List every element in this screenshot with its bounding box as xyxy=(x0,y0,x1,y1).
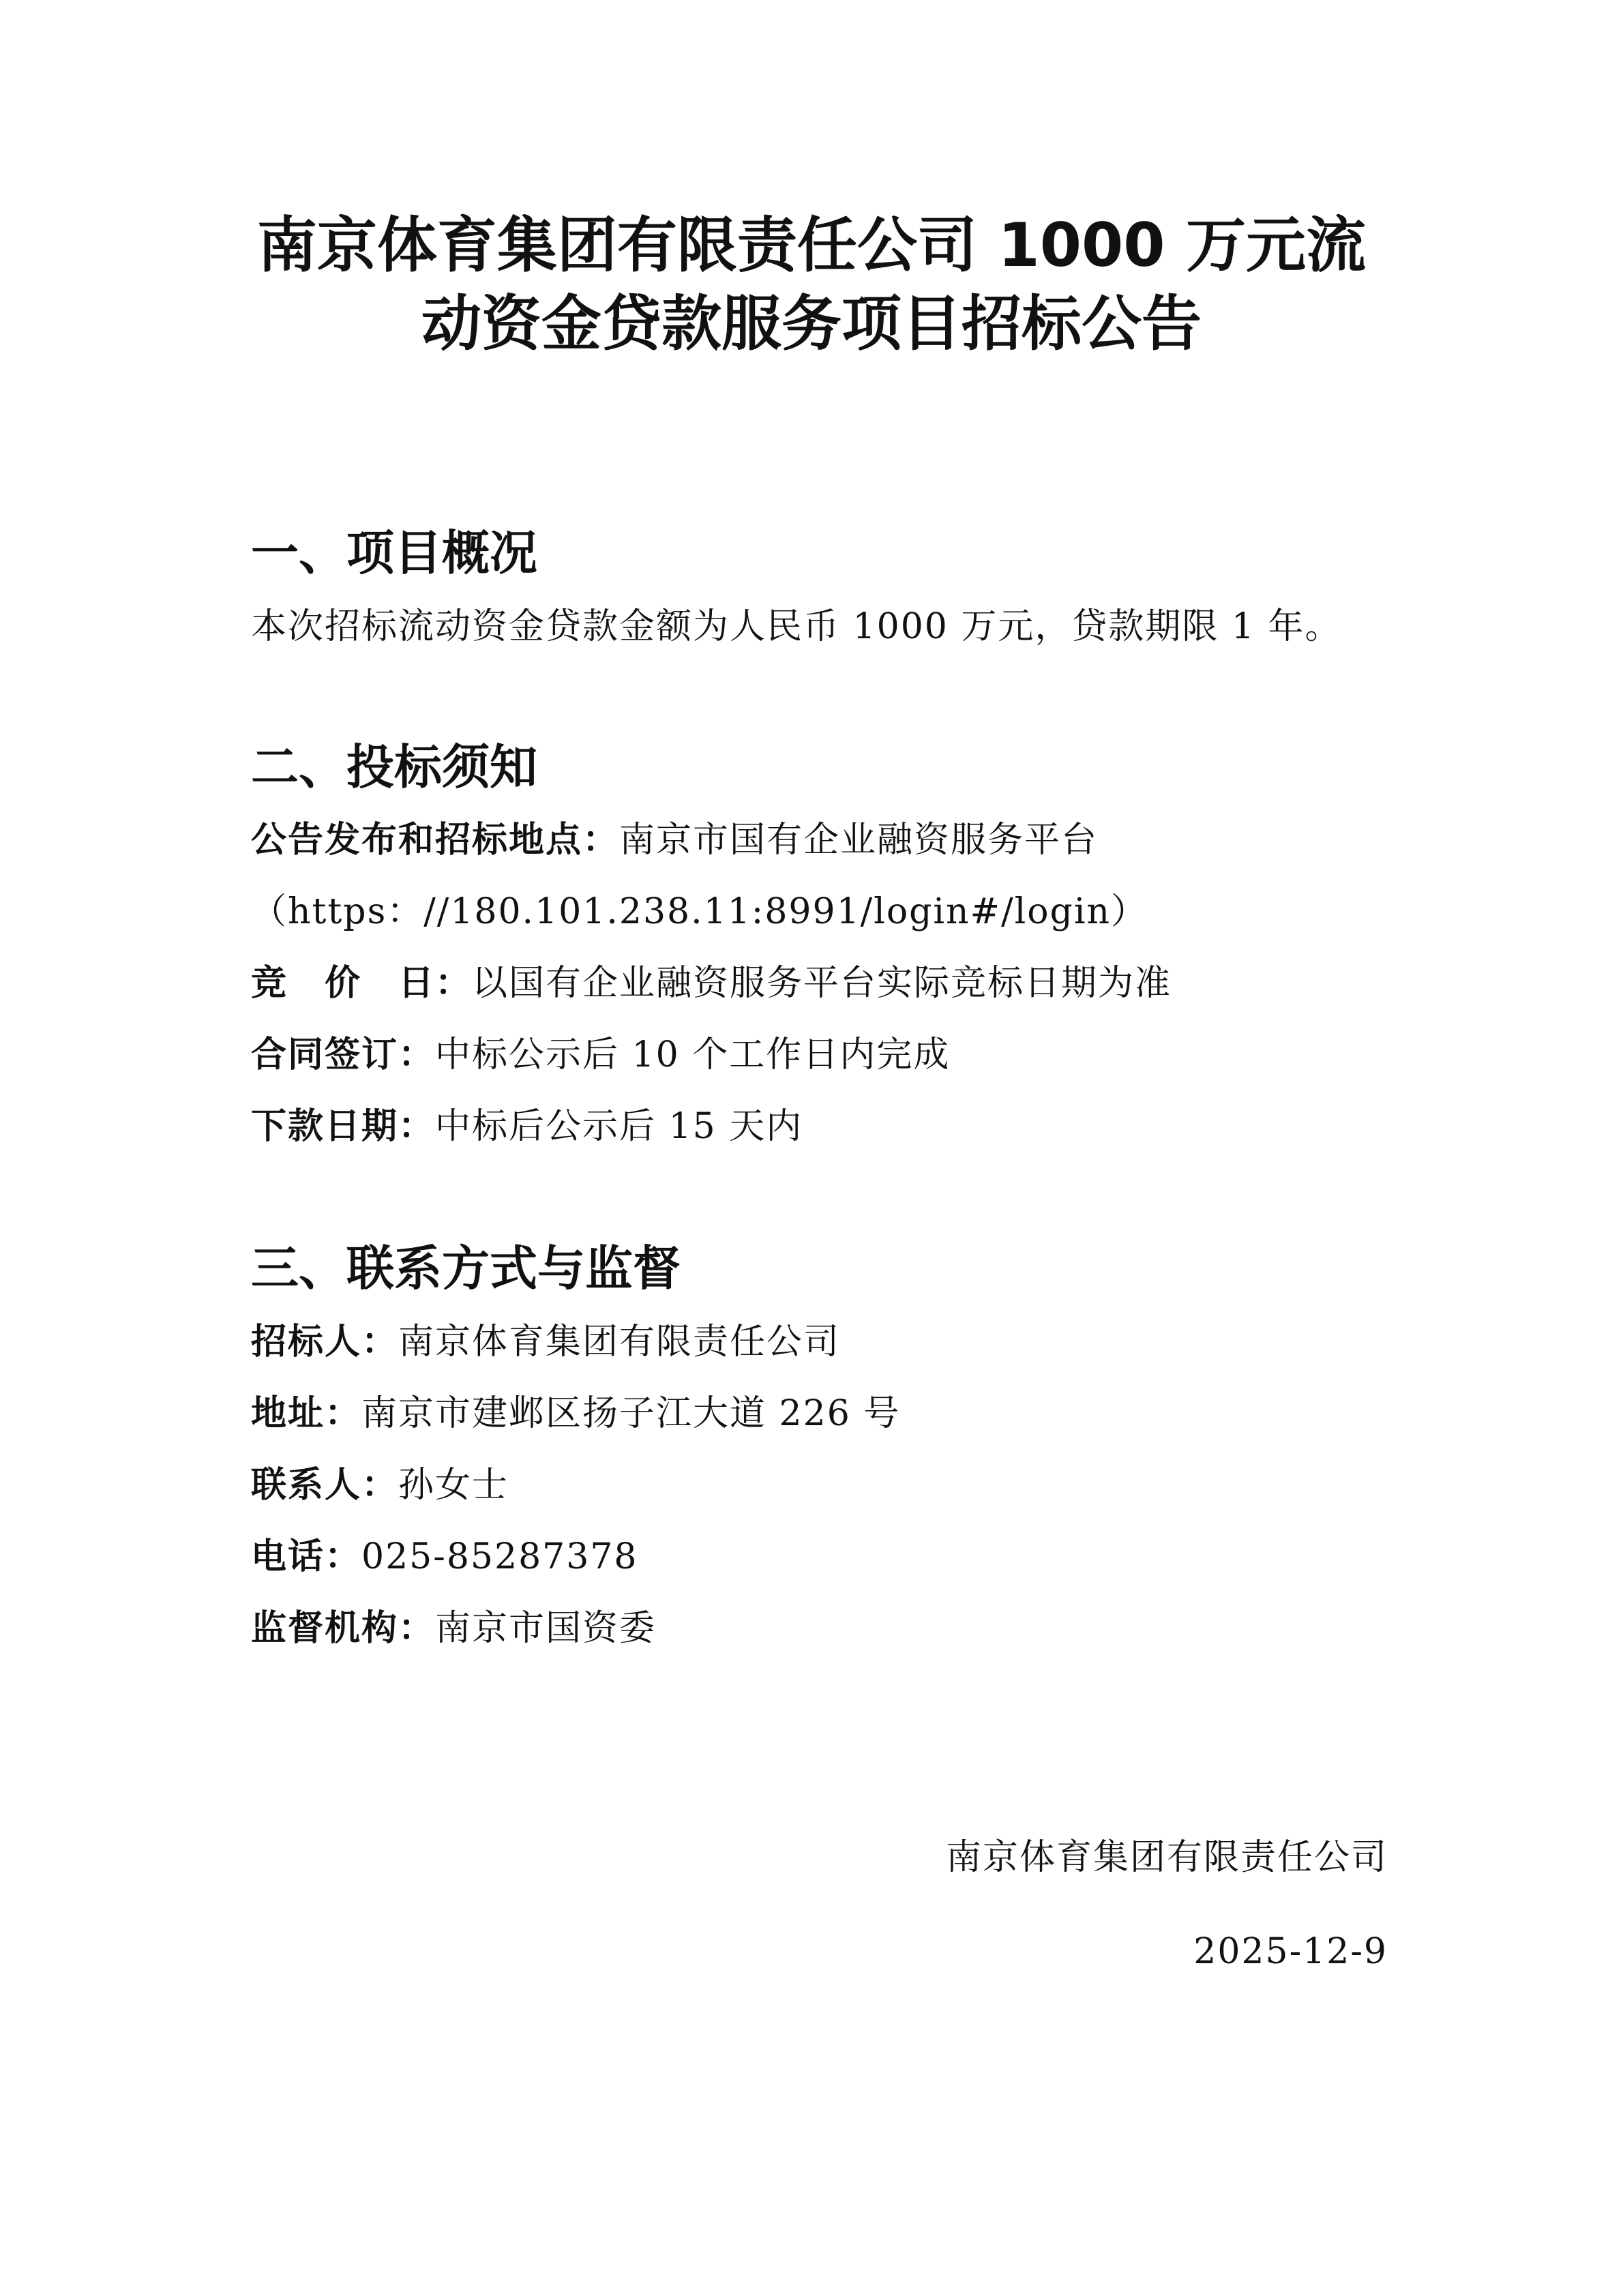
supervisor-label: 监督机构： xyxy=(251,1608,436,1649)
address-row xyxy=(251,1389,900,1438)
tenderer-label: 招标人： xyxy=(251,1322,399,1362)
disbursement-date-label: 下款日期： xyxy=(251,1106,436,1147)
phone-value: 025-85287378 xyxy=(361,1536,638,1577)
phone-label: 电话： xyxy=(251,1536,362,1577)
issue-date: 2025-12-9 xyxy=(1193,1931,1388,1972)
contract-signing-label: 合同签订： xyxy=(251,1034,436,1075)
bid-location-label: 公告发布和招标地点： xyxy=(251,820,620,861)
tenderer-value: 南京体育集团有限责任公司 xyxy=(398,1322,841,1362)
bid-platform-url xyxy=(251,887,1148,936)
bid-location-row xyxy=(251,816,1098,865)
auction-date-label: 竞 价 日： xyxy=(251,963,473,1004)
overview-text: 本次招标流动资金贷款金额为人民币 1000 万元，贷款期限 1 年。 xyxy=(251,606,1342,647)
disbursement-date-row xyxy=(251,1102,803,1151)
section-heading-bidding-notice: 二、投标须知 xyxy=(251,739,537,795)
issuer-signature: 南京体育集团有限责任公司 xyxy=(945,1837,1388,1878)
document-title-line-2: 动资金贷款服务项目招标公告 xyxy=(421,288,1202,359)
supervisor-value: 南京市国资委 xyxy=(435,1608,657,1649)
section-heading-contact: 三、联系方式与监督 xyxy=(251,1240,681,1296)
contact-person-value: 孙女士 xyxy=(398,1465,509,1506)
tenderer-row xyxy=(251,1317,840,1367)
section-heading-overview: 一、项目概况 xyxy=(251,525,537,581)
contract-signing-value: 中标公示后 10 个工作日内完成 xyxy=(435,1034,951,1075)
bid-platform-url-text: （https：//180.101.238.11:8991/login#/login） xyxy=(251,891,1148,932)
document-title-line-1: 南京体育集团有限责任公司 1000 万元流 xyxy=(256,210,1367,280)
contract-signing-row xyxy=(251,1030,950,1079)
auction-date-value: 以国有企业融资服务平台实际竞标日期为准 xyxy=(472,963,1172,1004)
phone-row xyxy=(251,1532,638,1581)
address-value: 南京市建邺区扬子江大道 226 号 xyxy=(361,1393,901,1434)
disbursement-date-value: 中标后公示后 15 天内 xyxy=(435,1106,803,1147)
contact-person-label: 联系人： xyxy=(251,1465,399,1506)
bid-location-value: 南京市国有企业融资服务平台 xyxy=(619,820,1099,861)
supervisor-row xyxy=(251,1604,656,1653)
auction-date-row xyxy=(251,959,1172,1008)
contact-person-row xyxy=(251,1461,509,1510)
address-label: 地址： xyxy=(251,1393,362,1434)
